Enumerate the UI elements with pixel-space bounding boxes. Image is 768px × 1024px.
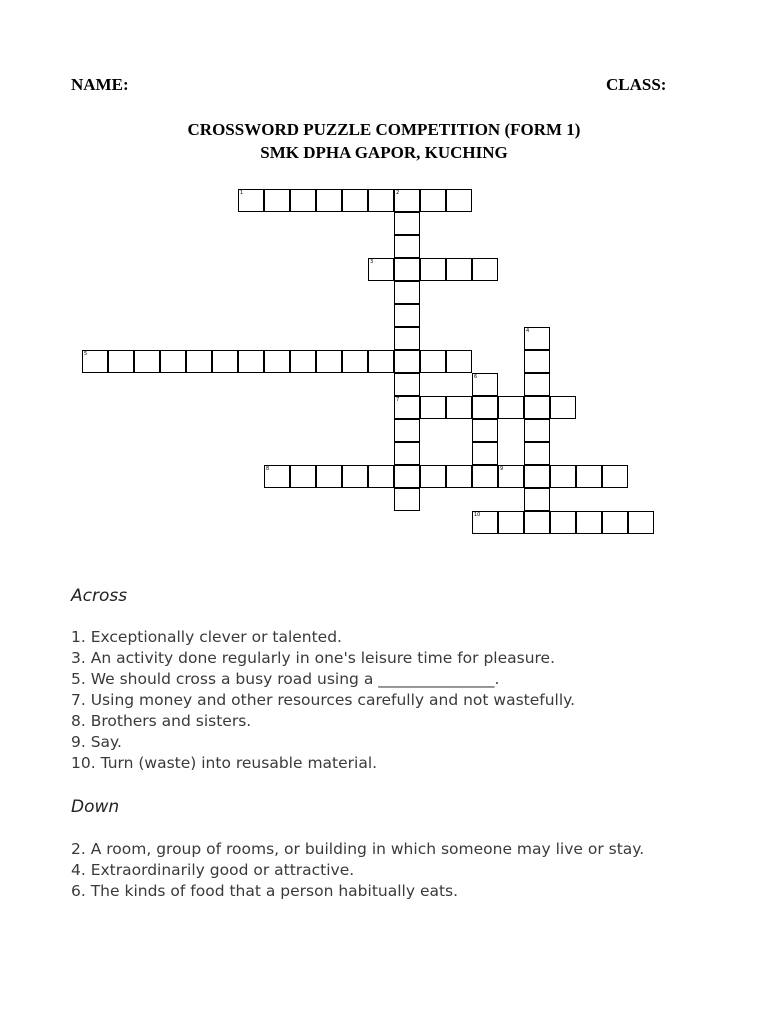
crossword-cell[interactable] — [420, 258, 446, 281]
crossword-cell[interactable] — [420, 465, 446, 488]
crossword-cell[interactable] — [472, 419, 498, 442]
crossword-cell[interactable] — [394, 235, 420, 258]
down-heading: Down — [71, 797, 120, 817]
crossword-cell[interactable] — [290, 350, 316, 373]
clue-across-7: 7. Using money and other resources carefully and not wastefully. — [71, 691, 576, 709]
crossword-cell[interactable] — [368, 465, 394, 488]
crossword-cell[interactable] — [82, 350, 108, 373]
crossword-cell[interactable] — [498, 396, 524, 419]
crossword-cell[interactable] — [524, 488, 550, 511]
crossword-cell[interactable] — [394, 281, 420, 304]
crossword-cell[interactable] — [186, 350, 212, 373]
clue-number-label: 7 — [396, 397, 400, 403]
clue-down-6: 6. The kinds of food that a person habitually eats. — [71, 882, 459, 900]
crossword-cell[interactable] — [394, 442, 420, 465]
clue-across-5: 5. We should cross a busy road using a _______________. — [71, 670, 500, 688]
crossword-cell[interactable] — [446, 396, 472, 419]
clue-number-label: 4 — [526, 328, 530, 334]
clue-number-label: 10 — [474, 512, 481, 518]
crossword-cell[interactable] — [394, 488, 420, 511]
down-clue-list — [71, 839, 691, 902]
title-line-1: CROSSWORD PUZZLE COMPETITION (FORM 1) — [187, 120, 581, 139]
clue-down-2: 2. A room, group of rooms, or building in which someone may live or stay. — [71, 840, 645, 858]
clue-number-label: 8 — [266, 466, 270, 472]
clue-number-label: 3 — [370, 259, 374, 265]
crossword-cell[interactable] — [446, 189, 472, 212]
crossword-cell[interactable] — [446, 258, 472, 281]
clue-number-label: 9 — [500, 466, 504, 472]
crossword-cell[interactable] — [394, 189, 420, 212]
crossword-cell[interactable] — [394, 373, 420, 396]
crossword-cell[interactable] — [290, 189, 316, 212]
crossword-cell[interactable] — [550, 465, 576, 488]
crossword-cell[interactable] — [134, 350, 160, 373]
crossword-cell[interactable] — [602, 511, 628, 534]
crossword-cell[interactable] — [368, 258, 394, 281]
crossword-cell[interactable] — [420, 350, 446, 373]
clue-across-3: 3. An activity done regularly in one's leisure time for pleasure. — [71, 649, 556, 667]
crossword-cell[interactable] — [108, 350, 134, 373]
crossword-cell[interactable] — [394, 465, 420, 488]
crossword-cell[interactable] — [342, 350, 368, 373]
crossword-cell[interactable] — [446, 350, 472, 373]
crossword-cell[interactable] — [498, 511, 524, 534]
crossword-cell[interactable] — [524, 327, 550, 350]
crossword-cell[interactable] — [264, 465, 290, 488]
clue-number-label: 2 — [396, 190, 400, 196]
crossword-cell[interactable] — [394, 350, 420, 373]
crossword-cell[interactable] — [498, 465, 524, 488]
crossword-cell[interactable] — [342, 465, 368, 488]
crossword-cell[interactable] — [576, 465, 602, 488]
crossword-cell[interactable] — [342, 189, 368, 212]
crossword-cell[interactable] — [524, 419, 550, 442]
crossword-cell[interactable] — [550, 396, 576, 419]
crossword-cell[interactable] — [394, 258, 420, 281]
clue-across-9: 9. Say. — [71, 733, 122, 751]
crossword-cell[interactable] — [394, 304, 420, 327]
crossword-cell[interactable] — [472, 396, 498, 419]
clue-across-1: 1. Exceptionally clever or talented. — [71, 628, 342, 646]
crossword-cell[interactable] — [420, 396, 446, 419]
crossword-cell[interactable] — [472, 442, 498, 465]
crossword-cell[interactable] — [316, 465, 342, 488]
crossword-cell[interactable] — [524, 442, 550, 465]
crossword-cell[interactable] — [316, 189, 342, 212]
clue-across-8: 8. Brothers and sisters. — [71, 712, 252, 730]
crossword-cell[interactable] — [576, 511, 602, 534]
crossword-cell[interactable] — [524, 511, 550, 534]
crossword-cell[interactable] — [394, 396, 420, 419]
crossword-cell[interactable] — [316, 350, 342, 373]
clue-number-label: 5 — [84, 351, 88, 357]
crossword-cell[interactable] — [394, 327, 420, 350]
crossword-cell[interactable] — [628, 511, 654, 534]
crossword-cell[interactable] — [472, 465, 498, 488]
clue-across-10: 10. Turn (waste) into reusable material. — [71, 754, 378, 772]
clue-down-4: 4. Extraordinarily good or attractive. — [71, 861, 355, 879]
crossword-cell[interactable] — [524, 373, 550, 396]
crossword-cell[interactable] — [160, 350, 186, 373]
crossword-cell[interactable] — [238, 350, 264, 373]
crossword-cell[interactable] — [212, 350, 238, 373]
name-label: NAME: — [71, 75, 129, 94]
clue-number-label: 6 — [474, 374, 478, 380]
crossword-cell[interactable] — [472, 511, 498, 534]
crossword-cell[interactable] — [472, 373, 498, 396]
crossword-cell[interactable] — [368, 350, 394, 373]
crossword-cell[interactable] — [264, 189, 290, 212]
crossword-cell[interactable] — [290, 465, 316, 488]
crossword-cell[interactable] — [238, 189, 264, 212]
class-label: CLASS: — [606, 75, 667, 94]
crossword-cell[interactable] — [472, 258, 498, 281]
crossword-cell[interactable] — [550, 511, 576, 534]
crossword-cell[interactable] — [264, 350, 290, 373]
crossword-cell[interactable] — [394, 212, 420, 235]
across-heading: Across — [71, 586, 128, 606]
across-clue-list — [71, 627, 691, 774]
crossword-cell[interactable] — [446, 465, 472, 488]
crossword-cell[interactable] — [420, 189, 446, 212]
crossword-cell[interactable] — [602, 465, 628, 488]
crossword-cell[interactable] — [394, 419, 420, 442]
title-line-2: SMK DPHA GAPOR, KUCHING — [260, 143, 508, 162]
clue-number-label: 1 — [240, 190, 244, 196]
crossword-cell[interactable] — [524, 396, 550, 419]
crossword-cell[interactable] — [524, 350, 550, 373]
crossword-cell[interactable] — [524, 465, 550, 488]
crossword-cell[interactable] — [368, 189, 394, 212]
